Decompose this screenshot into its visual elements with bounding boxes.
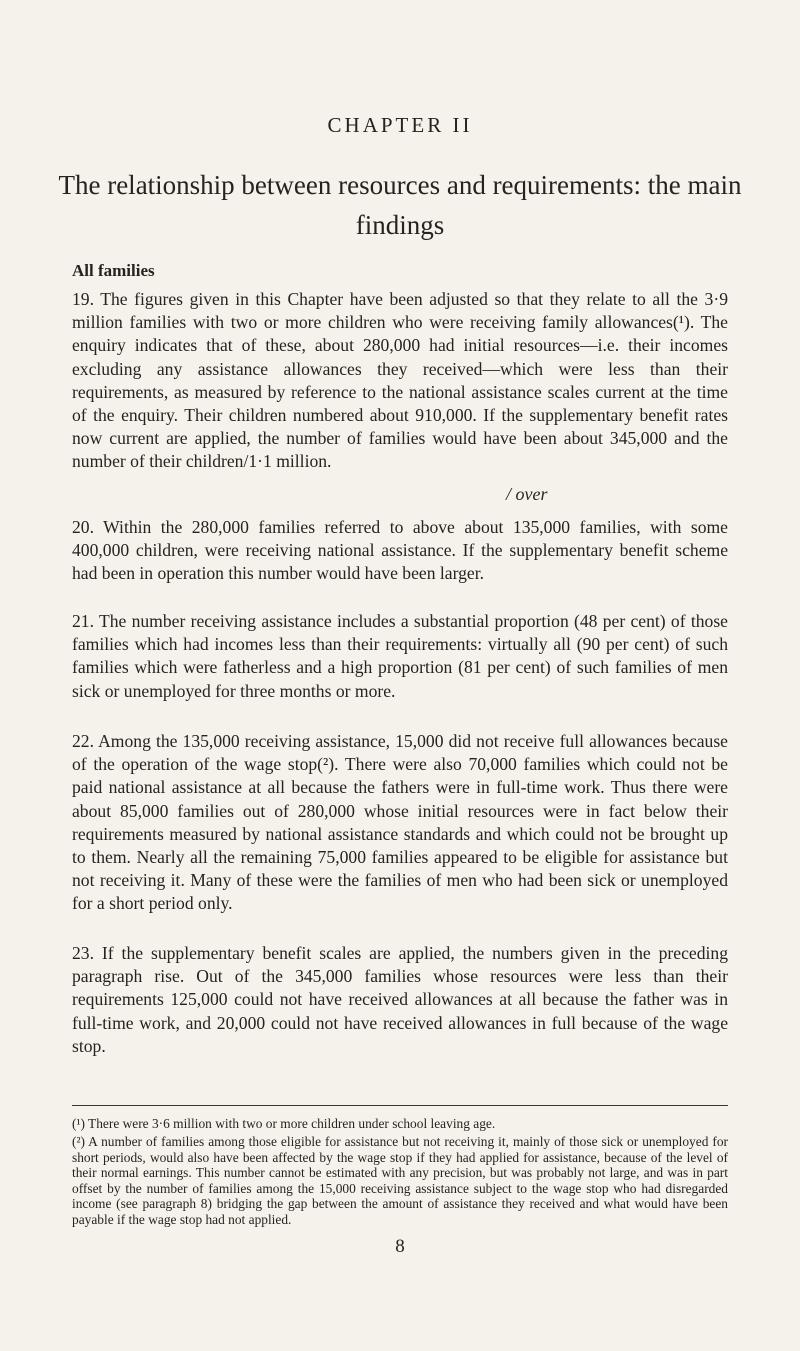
- paragraph-20: 20. Within the 280,000 families referred to above about 135,000 families, with some 400,000 children, were receiving national assistance. If the supplementary benefit scheme had been in operation this number would have been larger.: [72, 517, 728, 584]
- footnote-1: (¹) There were 3·6 million with two or more children under school leaving age.: [72, 1116, 496, 1131]
- paragraph-23: 23. If the supplementary benefit scales are applied, the numbers given in the preceding paragraph rise. Out of the 345,000 families whose resources were less than their requirements 125,000 could not have received allowances at all because the father was in full-time work, and 20,000 could not have received allowances in full because of the wage stop.: [72, 943, 728, 1056]
- footnote-2: (²) A number of families among those eligible for assistance but not receiving it, mainly of those sick or unemployed for short periods, would also have been affected by the wage stop if they had applied for assistance, because of the level of their normal earnings. This number cannot be estimated with any precision, but was probably not large, and was in part offset by the number of families among the 15,000 receiving assistance subject to the wage stop who had disregarded income (see paragraph 8) bridging the gap between the amount of assistance they received and what would have been payable if the wage stop had not applied.: [72, 1134, 728, 1227]
- page-number: 8: [395, 1236, 405, 1257]
- paragraph-22: 22. Among the 135,000 receiving assistance, 15,000 did not receive full allowances because of the operation of the wage stop(²). There were also 70,000 families which could not be paid national assistance at all because the fathers were in full-time work. Thus there were about 85,000 families out of 280,000 whose initial resources were in fact below their requirements measured by national assistance standards and which could not be brought up to them. Nearly all the remaining 75,000 families appeared to be eligible for assistance but not receiving it. Many of these were the families of men who had been sick or unemployed for a short period only.: [72, 731, 728, 914]
- footnote-divider: [72, 1105, 728, 1106]
- handwritten-note: / over: [506, 484, 548, 504]
- paragraph-21: 21. The number receiving assistance includes a substantial proportion (48 per cent) of those families which had incomes less than their requirements: virtually all (90 per cent) of such families which were fatherless and a high proportion (81 per cent) of such families of men sick or unemployed for three months or more.: [72, 611, 728, 701]
- chapter-heading: CHAPTER II: [327, 113, 473, 137]
- paragraph-19: 19. The figures given in this Chapter have been adjusted so that they relate to all the 3·9 million families with two or more children who were receiving family allowances(¹). The enquiry indicates that of these, about 280,000 had initial resources—i.e. their incomes excluding any assistance allowances they received—which were less than their requirements, as measured by reference to the national assistance scales current at the time of the enquiry. Their children numbered about 910,000. If the supplementary benefit rates now current are applied, the number of families would have been about 345,000 and the number of their children/1·1 million.: [72, 289, 728, 472]
- section-heading: All families: [72, 261, 155, 280]
- page-title: The relationship between resources and requirements: the main findings: [58, 170, 742, 240]
